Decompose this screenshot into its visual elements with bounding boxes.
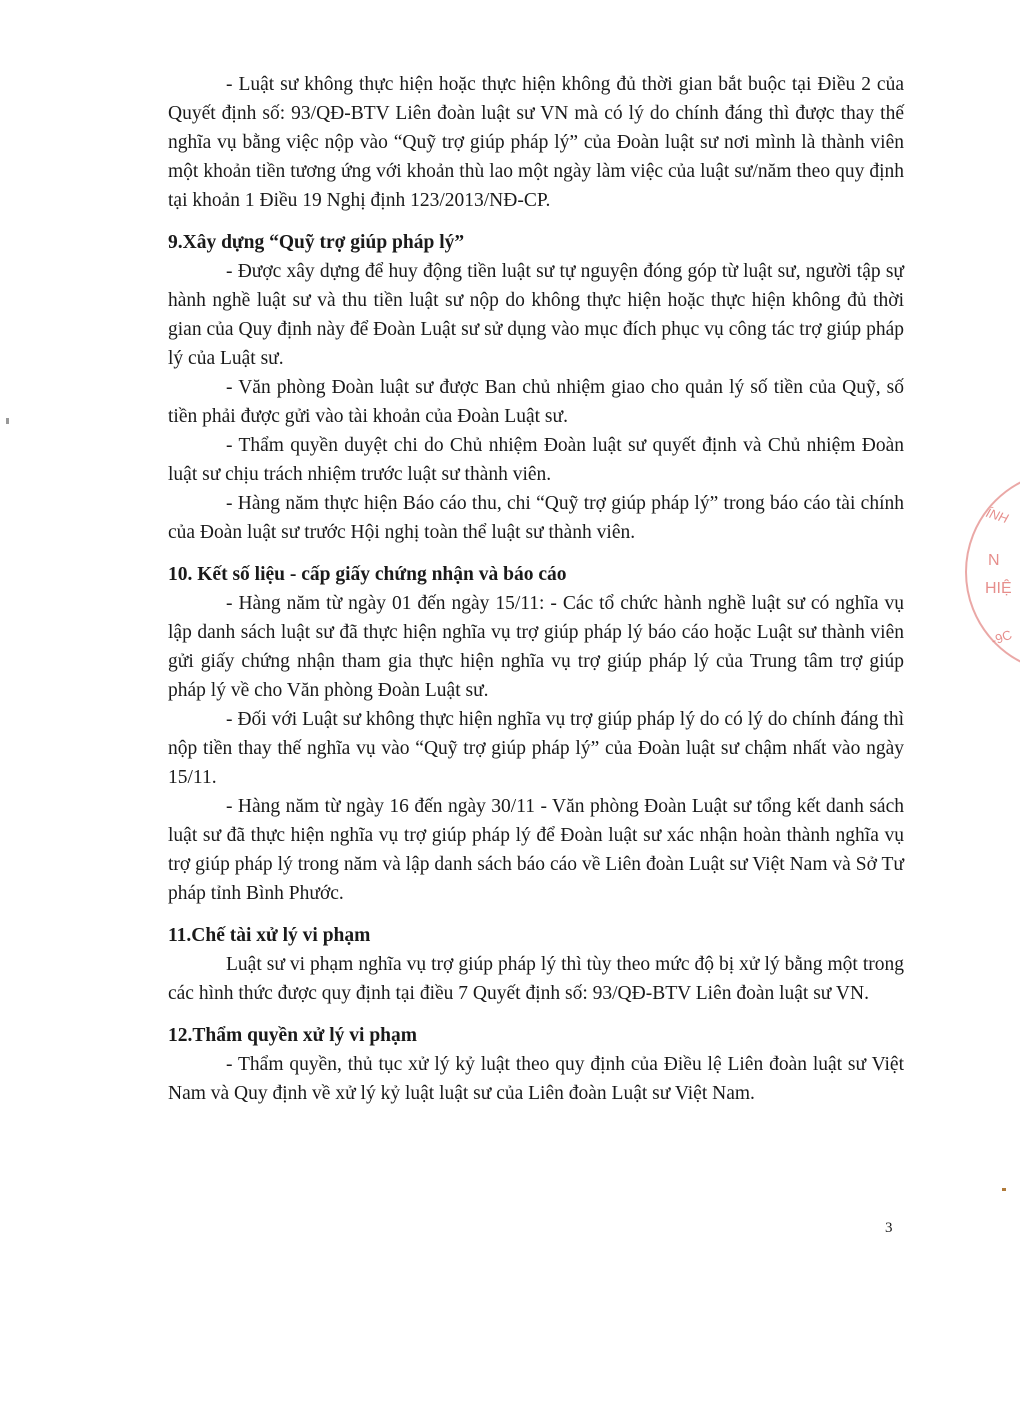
paragraph-10-1: - Hàng năm từ ngày 01 đến ngày 15/11: - Các tổ chức hành nghề luật sư có nghĩa vụ lập danh sách luật sư đã thực hiện nghĩa vụ trợ giúp pháp lý báo cáo hoặc Luật sư thành viên gửi giấy chứng nhận tham gia thực hiện nghĩa vụ trợ giúp pháp lý của Trung tâm trợ giúp pháp lý về cho Văn phòng Đoàn Luật sư.: [168, 593, 904, 701]
scan-speck: [6, 418, 9, 424]
scan-speck: [1002, 1188, 1006, 1191]
stamp-text-fragment: ÍNH: [984, 504, 1011, 527]
page-number: 3: [885, 1220, 893, 1236]
paragraph-9-2: - Văn phòng Đoàn luật sư được Ban chủ nhiệm giao cho quản lý số tiền của Quỹ, số tiền phải được gửi vào tài khoản của Đoàn Luật sư.: [168, 377, 904, 427]
stamp-text-fragment: -9C: [989, 626, 1014, 649]
paragraph-12-1: - Thẩm quyền, thủ tục xử lý kỷ luật theo quy định của Điều lệ Liên đoàn luật sư Việt Nam và Quy định về xử lý kỷ luật luật sư của Liên đoàn Luật sư Việt Nam.: [168, 1054, 904, 1104]
paragraph-10-2: - Đối với Luật sư không thực hiện nghĩa vụ trợ giúp pháp lý do có lý do chính đáng thì nộp tiền thay thế nghĩa vụ vào “Quỹ trợ giúp pháp lý” của Đoàn luật sư chậm nhất vào ngày 15/11.: [168, 709, 904, 788]
stamp-text-fragment: HIỆ: [985, 580, 1012, 597]
paragraph-9-1: - Được xây dựng để huy động tiền luật sư tự nguyện đóng góp từ luật sư, người tập sự hành nghề luật sư và thu tiền luật sư nộp do không thực hiện hoặc thực hiện không đủ thời gian của Quy định này để Đoàn Luật sư sử dụng vào mục đích phục vụ công tác trợ giúp pháp lý của Luật sư.: [168, 261, 904, 369]
paragraph-intro: - Luật sư không thực hiện hoặc thực hiện không đủ thời gian bắt buộc tại Điều 2 của Quyết định số: 93/QĐ-BTV Liên đoàn luật sư VN mà có lý do chính đáng thì được thay thế nghĩa vụ bằng việc nộp vào “Quỹ trợ giúp pháp lý” của Đoàn luật sư nơi mình là thành viên một khoản tiền tương ứng với khoản thù lao một ngày làm việc của luật sư/năm theo quy định tại khoản 1 Điều 19 Nghị định 123/2013/NĐ-CP.: [168, 74, 904, 211]
heading-section-9: 9.Xây dựng “Quỹ trợ giúp pháp lý”: [168, 232, 465, 253]
paragraph-10-3: - Hàng năm từ ngày 16 đến ngày 30/11 - Văn phòng Đoàn Luật sư tổng kết danh sách luật sư đã thực hiện nghĩa vụ trợ giúp pháp lý để Đoàn luật sư xác nhận hoàn thành nghĩa vụ trợ giúp pháp lý trong năm và lập danh sách báo cáo về Liên đoàn Luật sư Việt Nam và Sở Tư pháp tỉnh Bình Phước.: [168, 796, 904, 904]
heading-section-12: 12.Thẩm quyền xử lý vi phạm: [168, 1025, 418, 1046]
paragraph-9-3: - Thẩm quyền duyệt chi do Chủ nhiệm Đoàn luật sư quyết định và Chủ nhiệm Đoàn luật sư chịu trách nhiệm trước luật sư thành viên.: [168, 435, 904, 485]
red-seal-stamp: [955, 470, 1020, 680]
paragraph-9-4: - Hàng năm thực hiện Báo cáo thu, chi “Quỹ trợ giúp pháp lý” trong báo cáo tài chính của Đoàn luật sư trước Hội nghị toàn thể luật sư thành viên.: [168, 493, 904, 543]
paragraph-11-1: Luật sư vi phạm nghĩa vụ trợ giúp pháp lý thì tùy theo mức độ bị xử lý bằng một trong các hình thức được quy định tại điều 7 Quyết định số: 93/QĐ-BTV Liên đoàn luật sư VN.: [168, 954, 904, 1004]
stamp-text-fragment: N: [988, 552, 1000, 569]
document-body: [168, 70, 904, 1108]
heading-section-11: 11.Chế tài xử lý vi phạm: [168, 925, 371, 946]
heading-section-10: 10. Kết số liệu - cấp giấy chứng nhận và báo cáo: [168, 564, 567, 585]
